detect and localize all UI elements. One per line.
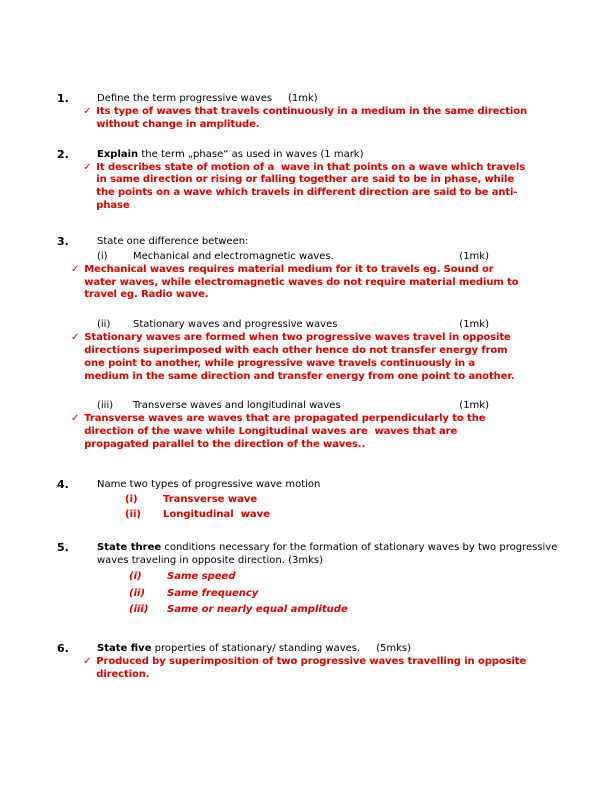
- answer-item: [129, 570, 559, 583]
- marks-label: (1mk): [459, 400, 489, 412]
- prompt-bold-text: State five: [97, 643, 152, 655]
- answer-text: Same frequency: [167, 587, 259, 599]
- answer-item: [129, 587, 559, 600]
- prompt-text: properties of stationary/ standing waves. (5mks): [151, 643, 411, 655]
- answer-item: [129, 603, 559, 616]
- answer: [83, 656, 529, 682]
- subquestion-head: [97, 399, 489, 412]
- question-prompt: [97, 478, 559, 491]
- check-icon: ✓: [71, 413, 80, 425]
- subquestion-text: Stationary waves and progressive waves: [133, 319, 338, 331]
- answer-text: Longitudinal wave: [163, 508, 270, 520]
- question-prompt: [97, 92, 559, 105]
- subquestion-label: (ii): [97, 319, 111, 331]
- question-prompt: [97, 541, 559, 567]
- prompt-text: the term „phase“ as used in waves (1 mark): [138, 148, 364, 160]
- question-6: [57, 642, 564, 682]
- check-icon: ✓: [71, 263, 80, 275]
- question-4: [57, 478, 564, 521]
- question-number: 4.: [57, 477, 69, 491]
- answer-text: It describes state of motion of a wave in that points on a wave which travels in same direction or rising or falling together are said to be in phase, while the points on a wave which travels in different direction are said to be anti-phase: [96, 161, 529, 211]
- answer-list: [97, 493, 559, 521]
- answer-item-label: (i): [129, 571, 142, 583]
- subquestion-label: (iii): [97, 400, 114, 412]
- prompt-text: Name two types of progressive wave motion: [97, 478, 321, 490]
- answer-item: [125, 508, 559, 521]
- prompt-text: Define the term progressive waves (1mk): [97, 93, 318, 104]
- subquestion-ii: [71, 318, 559, 383]
- answer-text: Same speed: [167, 571, 236, 583]
- prompt-text: State one difference between:: [97, 235, 249, 247]
- question-number: 6.: [57, 642, 69, 656]
- answer-text: Transverse waves are waves that are propagated perpendicularly to the direction of the wave while Longitudinal waves are waves that are propagated parallel to the direction of the waves..: [84, 413, 489, 450]
- answer-item-label: (ii): [129, 587, 145, 599]
- answer: [71, 332, 523, 383]
- question-number: 3.: [57, 234, 69, 248]
- check-icon: ✓: [71, 332, 80, 344]
- answer-text: Mechanical waves requires material medium for it to travels eg. Sound or water waves, while electromagnetic waves do not require material medium to travel eg. Radio wave.: [84, 263, 522, 301]
- answer-text: Its type of waves that travels continuously in a medium in the same direction without change in amplitude.: [96, 106, 531, 130]
- check-icon: ✓: [83, 656, 92, 668]
- subquestion-i: [71, 250, 559, 302]
- answer-item-label: (iii): [129, 604, 149, 616]
- answer-text: Same or nearly equal amplitude: [167, 604, 348, 616]
- question-5: [57, 541, 564, 617]
- answer: [71, 413, 523, 451]
- subquestion-head: [97, 250, 489, 263]
- question-prompt: [97, 235, 559, 248]
- question-2: [57, 148, 564, 213]
- question-1: [57, 92, 564, 132]
- question-prompt: [97, 642, 559, 655]
- check-icon: ✓: [83, 161, 92, 173]
- question-number: 2.: [57, 147, 69, 161]
- answer-item-label: (i): [125, 493, 138, 505]
- prompt-bold-text: State three: [97, 541, 162, 553]
- prompt-text: conditions necessary for the formation of stationary waves by two progressive waves traveling in opposite direction. (3mks): [97, 541, 561, 566]
- answer-text: Produced by superimposition of two progressive waves travelling in opposite direction.: [96, 656, 530, 681]
- answer: [83, 162, 529, 213]
- answer-list: [97, 570, 559, 616]
- question-number: 1.: [57, 92, 69, 105]
- question-prompt: [97, 148, 559, 161]
- subquestion-text: Mechanical and electromagnetic waves.: [133, 250, 334, 262]
- answer: [71, 264, 523, 302]
- answer-text: Transverse wave: [163, 493, 258, 505]
- marks-label: (1mk): [459, 319, 489, 331]
- prompt-bold-text: Explain: [97, 148, 139, 160]
- subquestion-text: Transverse waves and longitudinal waves: [133, 400, 341, 412]
- subquestion-head: [97, 318, 489, 331]
- answer: [83, 106, 529, 132]
- question-number: 5.: [57, 540, 69, 554]
- marks-label: (1mk): [459, 250, 489, 262]
- answer-item-label: (ii): [125, 508, 141, 520]
- answer-text: Stationary waves are formed when two progressive waves travel in opposite directions superimposed with each other hence do not transfer energy from one point to another, while progressive wave travels continuously in a medium in the same direction and transfer energy from one point to another.: [84, 332, 515, 382]
- subquestion-label: (i): [97, 250, 108, 262]
- check-icon: ✓: [83, 106, 92, 117]
- answer-item: [125, 493, 559, 506]
- subquestion-iii: [71, 399, 559, 451]
- question-3: [57, 235, 564, 452]
